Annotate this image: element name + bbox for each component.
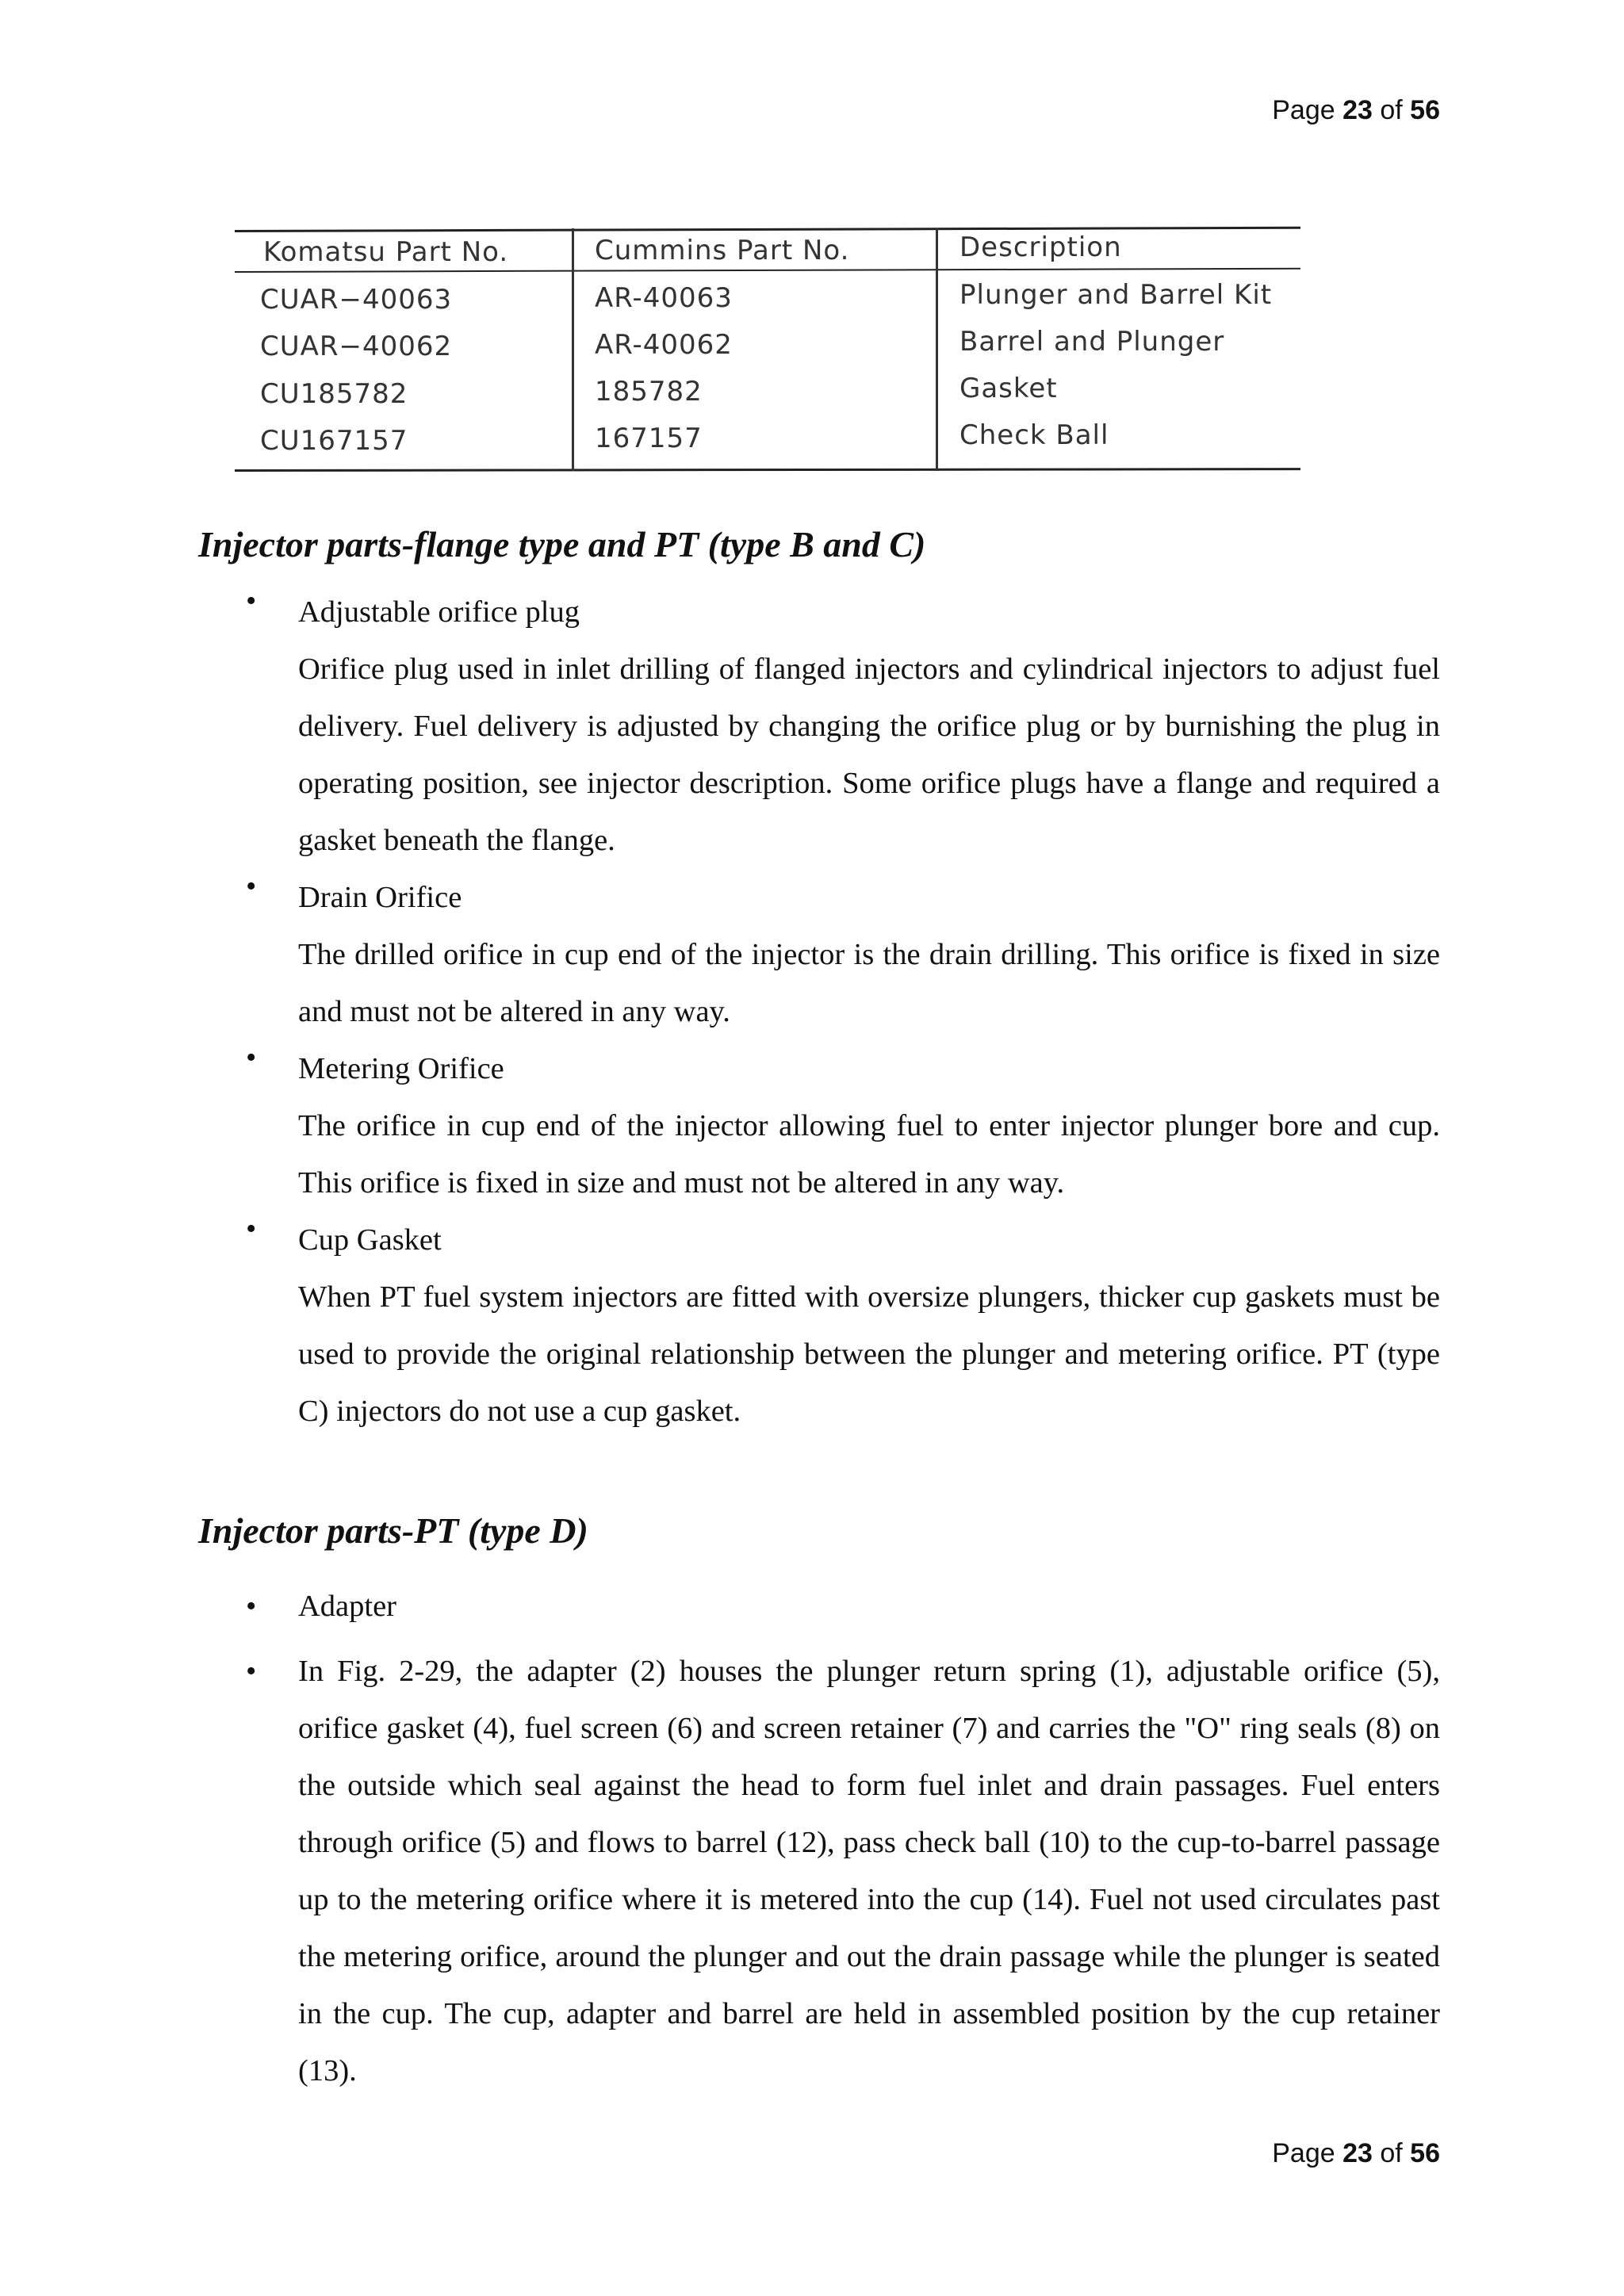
- page-current: 23: [1342, 2138, 1373, 2168]
- item-text: Adapter: [298, 1590, 396, 1623]
- table-cell: 185782: [595, 376, 703, 408]
- page-total: 56: [1410, 2138, 1440, 2168]
- table-cell: CUAR−40062: [260, 331, 453, 362]
- page-total: 56: [1410, 95, 1440, 125]
- item-description: The orifice in cup end of the injector allowing fuel to enter injector plunger bore and cup. This orifice is fixed in size and must not be altered in any way.: [298, 1109, 1440, 1200]
- page-separator: of: [1372, 2138, 1411, 2168]
- table-cell: Check Ball: [959, 419, 1109, 451]
- list-item: [198, 584, 1440, 869]
- list-item: [198, 1578, 1440, 1635]
- section-flange-type-list: [198, 584, 1440, 1440]
- page-prefix: Page: [1272, 95, 1343, 125]
- bullet-icon: •: [246, 1590, 257, 1623]
- item-title: Metering Orifice: [298, 1052, 504, 1085]
- bullet-icon: •: [246, 584, 257, 618]
- table-col-divider: [572, 228, 574, 471]
- section-type-d-list: [198, 1578, 1440, 2099]
- list-item: [198, 1040, 1440, 1211]
- table-bottom-rule: [235, 468, 1300, 472]
- table-cell: Gasket: [959, 373, 1058, 404]
- table-cell: 167157: [595, 423, 703, 454]
- table-cell: CU185782: [260, 378, 408, 410]
- page-number-header: [1272, 95, 1440, 126]
- bullet-icon: •: [246, 1212, 257, 1246]
- list-item: [198, 869, 1440, 1040]
- section-heading-type-d: Injector parts-PT (type D): [198, 1510, 588, 1551]
- page-separator: of: [1372, 95, 1411, 125]
- table-header-rule: [235, 268, 1300, 273]
- table-header-komatsu: Komatsu Part No.: [263, 236, 509, 268]
- list-item: [198, 1211, 1440, 1440]
- page-current: 23: [1342, 95, 1373, 125]
- table-cell: CU167157: [260, 425, 408, 457]
- table-cell: Barrel and Plunger: [959, 326, 1225, 358]
- bullet-icon: •: [246, 1041, 257, 1074]
- item-title: Adjustable orifice plug: [298, 595, 580, 629]
- item-text: In Fig. 2-29, the adapter (2) houses the plunger return spring (1), adjustable orifice (5), orifice gasket (4), fuel screen (6) and screen retainer (7) and carries the "O" ring seals (8) on the outside which seal against the head to form fuel inlet and drain passages. Fuel enters through orifice (5) and flows to barrel (12), pass check ball (10) to the cup-to-barrel passage up to the metering orifice where it is metered into the cup (14). Fuel not used circulates past the metering orifice, around the plunger and out the drain passage while the plunger is seated in the cup. The cup, adapter and barrel are held in assembled position by the cup retainer (13).: [298, 1655, 1440, 2087]
- bullet-icon: •: [246, 870, 257, 903]
- item-description: When PT fuel system injectors are fitted with oversize plungers, thicker cup gaskets must be used to provide the original relationship between the plunger and metering orifice. PT (type C) injectors do not use a cup gasket.: [298, 1280, 1440, 1428]
- table-cell: AR-40063: [595, 282, 733, 314]
- table-col-divider: [936, 228, 938, 471]
- section-heading-flange-type: Injector parts-flange type and PT (type B and C): [198, 524, 926, 564]
- table-cell: CUAR−40063: [260, 284, 453, 316]
- page-number-footer: [1272, 2138, 1440, 2169]
- item-title: Cup Gasket: [298, 1223, 442, 1257]
- list-item: [198, 1643, 1440, 2099]
- table-header-cummins: Cummins Part No.: [595, 235, 850, 266]
- bullet-icon: •: [246, 1655, 257, 1688]
- item-description: Orifice plug used in inlet drilling of flanged injectors and cylindrical injectors to adjust fuel delivery. Fuel delivery is adjusted by changing the orifice plug or by burnishing the plug in operating position, see injector description. Some orifice plugs have a flange and required a gasket beneath the flange.: [298, 652, 1440, 857]
- table-header-description: Description: [959, 232, 1122, 263]
- table-cell: Plunger and Barrel Kit: [959, 279, 1273, 311]
- parts-table: [235, 214, 1300, 472]
- table-cell: AR-40062: [595, 329, 733, 361]
- item-title: Drain Orifice: [298, 881, 462, 914]
- item-description: The drilled orifice in cup end of the injector is the drain drilling. This orifice is fixed in size and must not be altered in any way.: [298, 938, 1440, 1028]
- table-top-rule: [235, 227, 1300, 232]
- page-prefix: Page: [1272, 2138, 1343, 2168]
